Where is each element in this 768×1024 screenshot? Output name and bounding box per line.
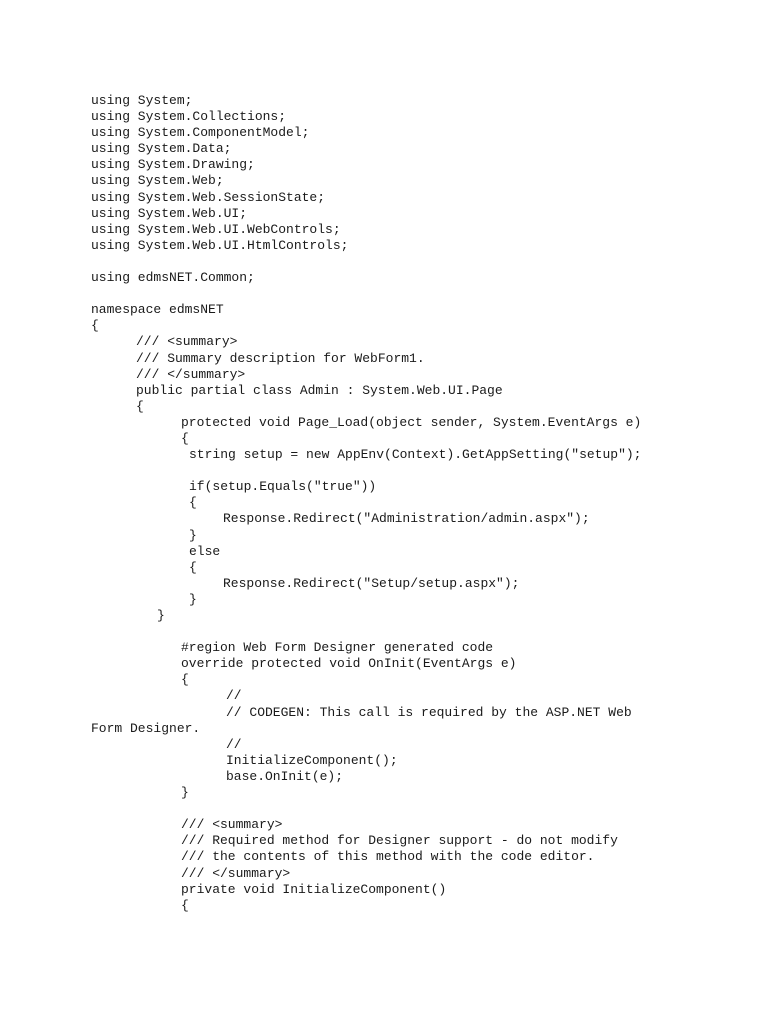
- code-line: using System.Web.UI;: [91, 205, 248, 221]
- code-line: using System.Web.UI.WebControls;: [91, 221, 341, 237]
- code-line: else: [189, 543, 221, 559]
- code-line: public partial class Admin : System.Web.UI.Page: [136, 382, 503, 398]
- code-line: InitializeComponent();: [226, 752, 398, 768]
- code-line: /// </summary>: [181, 865, 291, 881]
- code-line: }: [157, 608, 165, 623]
- code-line: {: [136, 398, 144, 414]
- code-line: /// </summary>: [136, 366, 246, 382]
- code-line: /// Required method for Designer support - do not modify: [181, 833, 618, 849]
- code-line: // CODEGEN: This call is required by the ASP.NET Web: [226, 704, 632, 720]
- code-line: /// <summary>: [136, 334, 238, 350]
- code-line: override protected void OnInit(EventArgs e): [181, 656, 517, 672]
- code-listing: [91, 93, 641, 914]
- code-line: private void InitializeComponent(): [181, 881, 447, 897]
- code-line: if(setup.Equals("true")): [189, 479, 377, 495]
- code-line: //: [226, 736, 242, 752]
- code-line: Response.Redirect("Setup/setup.aspx");: [223, 575, 520, 591]
- code-line: using System.Web;: [91, 173, 224, 189]
- code-line: using System.Collections;: [91, 109, 287, 125]
- code-line: base.OnInit(e);: [226, 768, 344, 784]
- code-line: Form Designer.: [91, 720, 201, 736]
- code-line: {: [181, 897, 189, 913]
- code-line: {: [189, 559, 197, 575]
- code-line: #region Web Form Designer generated code: [181, 640, 494, 656]
- code-line: using System.Web.UI.HtmlControls;: [91, 237, 349, 253]
- code-line: [91, 463, 641, 479]
- code-line: using System;: [91, 93, 193, 108]
- code-line: string setup = new AppEnv(Context).GetAppSetting("setup");: [189, 447, 642, 463]
- code-line: }: [189, 527, 197, 543]
- code-line: using edmsNET.Common;: [91, 270, 255, 286]
- code-line: /// <summary>: [181, 817, 283, 833]
- code-line: {: [181, 430, 189, 446]
- code-line: [91, 286, 641, 302]
- code-line: namespace edmsNET: [91, 302, 224, 318]
- code-line: using System.Data;: [91, 141, 232, 157]
- code-line: Response.Redirect("Administration/admin.aspx");: [223, 511, 590, 527]
- code-line: using System.ComponentModel;: [91, 125, 310, 141]
- code-line: protected void Page_Load(object sender, System.EventArgs e): [181, 414, 642, 430]
- code-line: /// the contents of this method with the code editor.: [181, 849, 595, 865]
- code-line: using System.Drawing;: [91, 157, 255, 173]
- code-line: /// Summary description for WebForm1.: [136, 350, 425, 366]
- code-line: {: [181, 672, 189, 688]
- code-line: //: [226, 688, 242, 704]
- code-line: }: [181, 785, 189, 801]
- code-line: using System.Web.SessionState;: [91, 189, 326, 205]
- code-line: {: [91, 318, 99, 334]
- code-line: [91, 801, 641, 817]
- code-line: {: [189, 495, 197, 511]
- code-line: [91, 624, 641, 640]
- code-line: }: [189, 591, 197, 607]
- code-line: [91, 254, 641, 270]
